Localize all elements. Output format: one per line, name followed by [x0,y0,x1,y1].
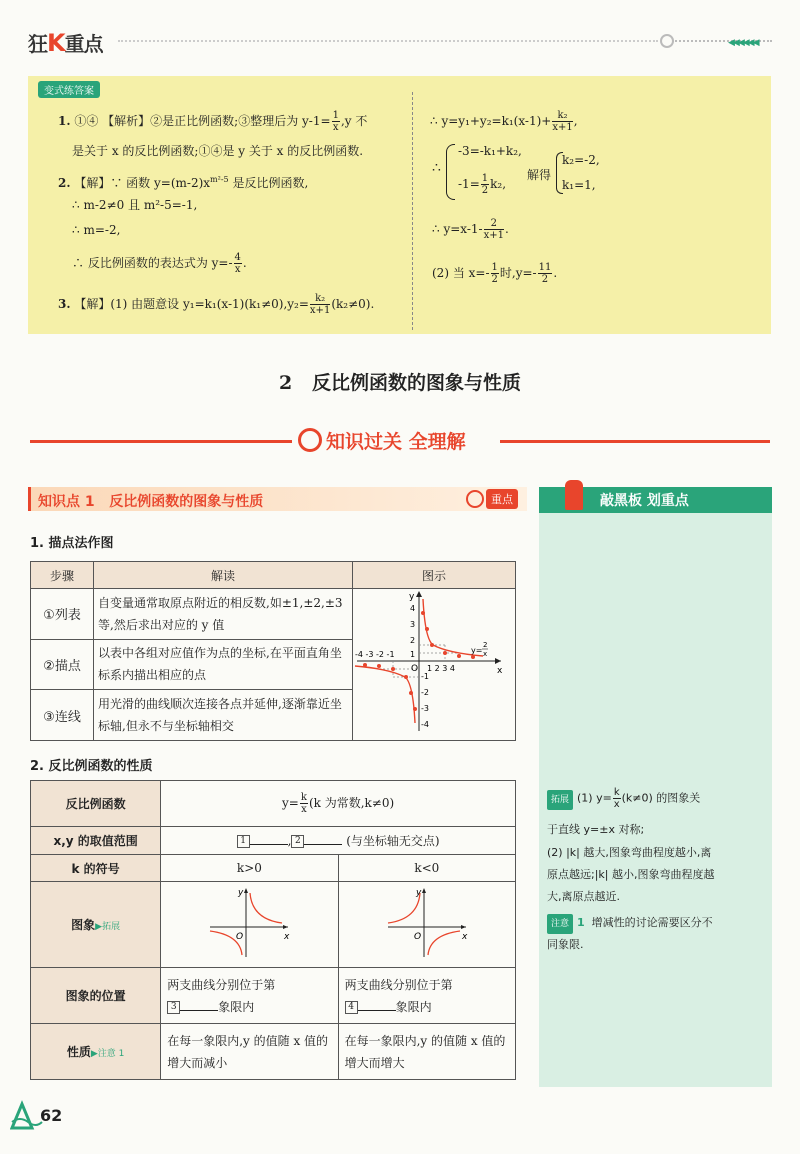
axis-y-label: y [409,592,415,602]
fraction [538,262,553,285]
desc-cell: 用光滑的曲线顺次连接各点并延伸,逐渐靠近坐标轴,但永不与坐标轴相交 [94,690,353,741]
answer-text: . [242,256,247,270]
section-number: 2 [278,372,293,394]
fraction [481,173,489,196]
hyperbola-plot [353,589,507,737]
answer-text: ∴ y=x-1- [432,222,483,236]
graph-k-negative [338,882,515,968]
y-tick-1: 1 [410,650,416,659]
x-pos-ticks: 1 2 3 4 [427,664,455,673]
blank-box[interactable]: 4 [345,1001,358,1014]
answer-text: . [504,222,509,236]
eq-num: 2 [483,641,488,649]
table-row [31,855,516,882]
k-positive: k>0 [161,855,338,882]
desc-cell: 以表中各组对应值作为点的坐标,在平面直角坐标系内描出相应的点 [94,639,353,690]
figure-cell [353,589,516,741]
property-k-positive: 在每一象限内,y 的值随 x 值的增大而减小 [161,1024,338,1080]
table-row [31,781,516,827]
answer-text: (2) 当 x=- [432,266,490,280]
blank-line [250,844,288,845]
expand-tag: ▶拓展 [95,922,121,932]
position-text: 象限内 [395,999,432,1014]
section-title [0,368,800,395]
page-number-icon [10,1100,44,1132]
table-row [31,827,516,855]
row-value: 1 , 2 (与坐标轴无交点) [161,827,516,855]
axis-x: x [461,932,468,942]
eq-label: y= [471,646,483,655]
y-tick-neg2: -2 [421,688,429,697]
frac-den: 2 [491,274,498,285]
properties-table [30,780,516,1080]
side-text: 增减性的讨论需要区分不 [591,916,713,929]
answer-right-line-3 [432,218,509,241]
origin-label: O [411,664,419,674]
step-cell: ②描点 [31,639,94,690]
y-tick-neg3: -3 [421,704,429,713]
answer-line-4: ∴ m-2≠0 且 m²-5=-1, [72,198,198,212]
frac-den: x [234,264,241,275]
answer-line-3 [58,172,308,191]
logo-pre: 狂 [28,32,47,56]
table-row [31,1024,516,1080]
k-negative: k<0 [338,855,515,882]
fraction [300,792,308,815]
frac-num: 11 [538,262,552,273]
answer-text: 【解】(1) 由题意设 y₁=k₁(x-1)(k₁≠0),y₂= [74,297,309,311]
solution-1: k₂=-2, [562,153,600,167]
answer-text: (k₂≠0). [331,297,375,311]
desc-cell: 自变量通常取原点附近的相反数,如±1,±2,±3 等,然后求出对应的 y 值 [94,589,353,640]
position-k-positive [161,968,338,1024]
table-row [31,589,516,640]
frac-den: 2 [481,185,489,196]
hyperbola-k-negative [382,885,472,961]
header-arrows-icon: ◀◀◀◀◀◀ [728,38,758,48]
knowledge-point-title [38,491,263,511]
row-label-text: 图象 [71,918,96,932]
step-cell: ①列表 [31,589,94,640]
answer-number: 1. [58,114,71,128]
blank-box[interactable]: 1 [237,835,250,848]
answer-text: ,y 不 [340,114,368,128]
y-tick-neg4: -4 [421,720,429,729]
position-k-negative [338,968,515,1024]
frac-num: k [300,792,307,803]
position-text: 象限内 [218,999,255,1014]
answer-text: , [573,114,578,128]
sidebar-title: 敲黑板 划重点 [600,493,689,509]
heading-properties: 2. 反比例函数的性质 [30,759,153,774]
frac-den: x [301,804,307,815]
answer-text: -1= [458,177,480,191]
side-ext-line-5: 大,离原点越近. [547,890,620,903]
formula-text: y= [282,796,299,810]
side-note-line-1 [547,913,769,934]
blank-line [304,844,342,845]
side-ext-line-2: 于直线 y=±x 对称; [547,823,645,836]
table-row [31,882,516,968]
note-number: 1 [577,916,585,929]
answer-line-1 [58,110,367,133]
page-number: 62 [40,1106,63,1125]
frac-num: 2 [484,218,504,230]
note-tag: 注意 [547,914,573,934]
answer-line-5: ∴ m=-2, [72,223,121,237]
axis-x-label: x [497,666,503,676]
y-tick-2: 2 [410,636,416,645]
answer-text: 【解】∵ 函数 y=(m-2)x [74,176,211,190]
side-text: (k≠0) 的图象关 [621,791,701,805]
swirl-icon [298,428,322,452]
solve-label: 解得 [527,168,552,182]
answer-line-7 [58,293,374,316]
side-ext-line-3: (2) |k| 越大,图象弯曲程度越小,离 [547,846,712,859]
side-ext-line-4: 原点越远;|k| 越小,图象弯曲程度越 [547,868,715,881]
axis-origin: O [236,932,244,942]
row-label: 反比例函数 [31,781,161,827]
target-icon [466,490,484,508]
band-title [298,427,466,454]
y-tick-3: 3 [410,620,416,629]
answer-text: k₂, [490,177,507,191]
row-label [31,1024,161,1080]
frac-num: 4 [234,252,241,263]
teacher-icon [565,480,583,510]
answer-right-line-1 [430,110,578,133]
col-step: 步骤 [31,562,94,589]
system-eq-1: -3=-k₁+k₂, [458,144,522,158]
band-line-right [500,440,770,443]
axis-x: x [284,932,290,942]
plot-method-table [30,561,516,741]
formula-text: (k 为常数,k≠0) [308,796,395,810]
frac-den: x [613,799,620,810]
system-dots: ∴ [432,160,441,176]
system-brace [446,144,455,200]
answer-text: . [553,266,558,280]
frac-num: 1 [481,173,489,184]
blank-line [358,1010,396,1011]
hyperbola-k-positive [204,885,294,961]
table-row [31,968,516,1024]
answer-text: 是反比例函数, [228,176,309,190]
frac-den: x+1 [483,230,504,241]
frac-num: k [613,787,620,798]
answer-right-line-4 [432,262,557,285]
step-cell: ③连线 [31,690,94,741]
answer-text: ∴ y=y₁+y₂=k₁(x-1)+ [430,114,552,128]
kp-label: 知识点 1 [38,494,95,510]
axis-origin: O [413,932,421,942]
heading-plot-method: 1. 描点法作图 [30,536,114,551]
answer-badge: 变式练答案 [38,81,100,98]
x-neg-ticks: -4 -3 -2 -1 [355,650,395,659]
frac-den: x [332,122,339,133]
band-title-text: 知识过关 全理解 [326,431,466,453]
fraction [613,787,621,810]
fraction [234,252,242,275]
frac-den: 2 [541,274,549,285]
header-dotted-line [118,40,658,42]
axis-y: y [238,888,244,898]
blank-box[interactable]: 3 [167,1001,180,1014]
fraction [332,110,340,133]
frac-num: k₂ [552,110,572,122]
solution-2: k₁=1, [562,178,596,192]
table-header-row [31,562,516,589]
logo-k: K [47,29,65,57]
fraction [484,218,504,241]
key-tag: 重点 [486,489,518,509]
position-text: 两支曲线分别位于第 [344,977,453,992]
range-note: (与坐标轴无交点) [346,833,440,848]
frac-den: x+1 [552,122,573,133]
frac-den: x+1 [309,305,331,316]
row-label-text: 性质 [66,1045,91,1059]
y-tick-neg1: -1 [421,672,429,681]
row-label: x,y 的取值范围 [31,827,161,855]
row-label: k 的符号 [31,855,161,882]
blank-box[interactable]: 2 [291,835,304,848]
answer-number: 2. [58,176,71,190]
note-tag: ▶注意 1 [90,1049,125,1059]
system-eq-2 [458,173,506,196]
fraction [552,110,572,133]
section-title-text: 反比例函数的图象与性质 [312,372,522,394]
position-text: 两支曲线分别位于第 [167,977,276,992]
row-value [161,781,516,827]
answer-text: ①④ 【解析】②是正比例函数;③整理后为 y-1= [74,114,331,128]
side-ext-line-1 [547,787,769,810]
row-label [31,882,161,968]
answer-line-6 [72,252,247,275]
frac-num: 1 [332,110,339,121]
y-tick-4: 4 [410,604,416,613]
logo-post: 重点 [64,32,103,56]
row-label: 图象的位置 [31,968,161,1024]
frac-num: 1 [491,262,498,273]
answer-divider [412,92,413,330]
col-figure: 图示 [353,562,516,589]
eq-den: x [483,650,488,658]
property-k-negative: 在每一象限内,y 的值随 x 值的增大而增大 [338,1024,515,1080]
blank-line [180,1010,218,1011]
answer-text: 时,y=- [499,266,537,280]
side-note-line-2: 同象限. [547,938,584,951]
exponent: m²-5 [210,175,229,184]
fraction [310,293,330,316]
axis-y: y [415,888,422,898]
kp-title-text: 反比例函数的图象与性质 [109,494,264,510]
answer-text: ∴ 反比例函数的表达式为 y=- [72,256,233,270]
band-line-left [30,440,292,443]
brand-logo [28,28,103,57]
frac-num: k₂ [310,293,330,305]
graph-k-positive [161,882,338,968]
answer-number: 3. [58,297,71,311]
col-desc: 解读 [94,562,353,589]
ext-tag: 拓展 [547,790,573,810]
fraction [491,262,499,285]
side-text: (1) y= [577,791,612,805]
answer-line-2: 是关于 x 的反比例函数;①④是 y 关于 x 的反比例函数. [72,144,364,158]
